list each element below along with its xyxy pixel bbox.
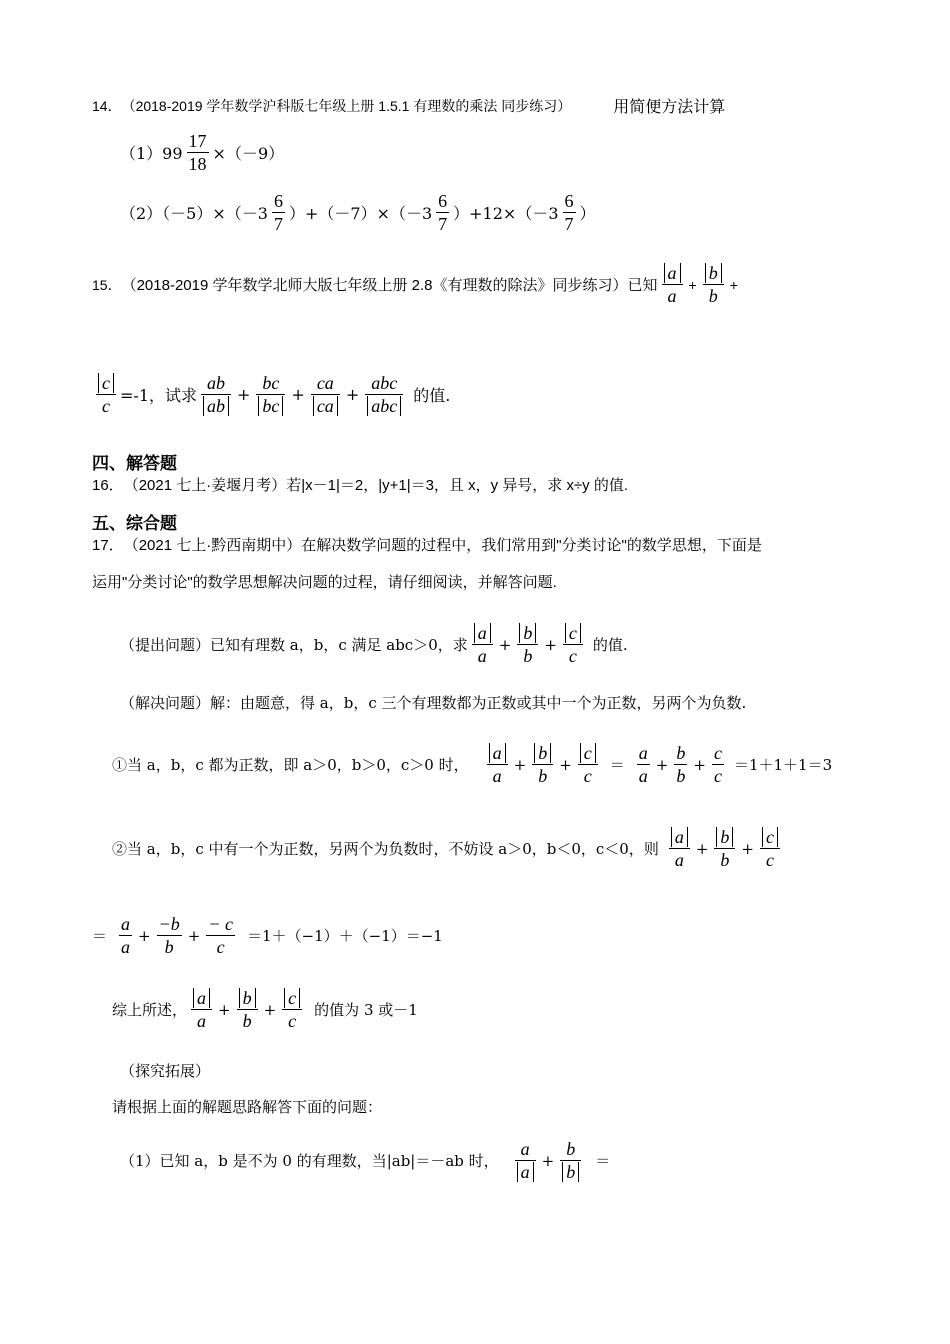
fraction: $\frac{c}{c}$ <box>578 742 598 787</box>
fraction: $\frac{a}{a}$ <box>487 742 508 787</box>
q17-summary: 综上所述， $\frac{a}{a}$ + $\frac{b}{b}$ + $\frac{c}{c}$ 的值为 3 或－1 <box>112 988 418 1031</box>
q17-explore: （探究拓展） <box>120 1062 211 1080</box>
q16-text: （2021 七上·姜堰月考）若|x－1|＝2，|y+1|＝3，且 x，y 异号，求 x÷y 的值. <box>123 477 629 494</box>
q14-number: 14． <box>92 97 122 114</box>
q17-instruction: 请根据上面的解题思路解答下面的问题： <box>112 1098 383 1116</box>
q14-source: （2018-2019 学年数学沪科版七年级上册 1.5.1 有理数的乘法 同步练习） <box>121 97 572 114</box>
q17-ask-text: （提出问题）已知有理数 a，b，c 满足 abc＞0，求 <box>120 636 468 654</box>
q17-ask-end: 的值. <box>592 636 628 654</box>
q14-task: 用简便方法计算 <box>613 99 726 116</box>
fraction: $\frac{-b}{b}$ <box>158 914 180 957</box>
q14-part1 <box>120 130 284 175</box>
q17-ask: （提出问题）已知有理数 a，b，c 满足 abc＞0，求 $\frac{a}{a}$ + $\frac{b}{b}$ + $\frac{c}{c}$ 的值. <box>120 623 628 666</box>
fraction: $\frac{c}{c}$ <box>563 622 583 667</box>
q17-solve: （解决问题）解：由题意，得 a，b，c 三个有理数都为正数或其中一个为正数，另两个为负数. <box>120 694 747 712</box>
q15-eq-text: =-1，试求 <box>120 386 197 405</box>
fraction: $\frac{b}{b}$ <box>676 743 686 786</box>
q15-number: 15． <box>92 276 122 293</box>
fraction: $\frac{- c}{c}$ <box>208 914 233 957</box>
fraction: $\frac{\text{abc}}{\text{abc}}$ <box>365 372 403 417</box>
fraction: $\frac{a}{a}$ <box>638 743 648 786</box>
q17-case2-result: ＝1＋（−1）＋（−1）＝−1 <box>246 927 443 945</box>
fraction: $\frac{b}{b}$ <box>714 826 735 871</box>
fraction: $\frac{c}{c}$ <box>96 372 116 417</box>
fraction: $\frac{bc}{bc}$ <box>256 372 285 417</box>
q17-case1: ①当 a，b，c 都为正数，即 a＞0，b＞0，c＞0 时， $\frac{a}{a}$ + $\frac{b}{b}$ + $\frac{c}{c}$ ＝ $\frac{a}{a}$ + $\frac{b}{b}$ + $\frac{c}{c}$ ＝1＋1＋1＝3 <box>112 743 833 786</box>
q17-sub1: （1）已知 a，b 是不为 0 的有理数，当|ab|＝－ab 时， $\frac{a}{a}$ + $\frac{b}{b}$ ＝ <box>120 1139 611 1182</box>
fraction: $\frac{ca}{ca}$ <box>311 372 340 417</box>
q17-case1-result: ＝1＋1＋1＝3 <box>733 756 833 774</box>
q17-case1-text: ①当 a，b，c 都为正数，即 a＞0，b＞0，c＞0 时， <box>112 756 469 774</box>
q17-case2: ②当 a，b，c 中有一个为正数，另两个为负数时，不妨设 a＞0，b＜0，c＜0，则 $\frac{a}{a}$ + $\frac{b}{b}$ + $\frac{c}{c}$ <box>112 826 784 871</box>
q15-end: 的值. <box>413 386 451 405</box>
fraction: $\frac{17}{18}$ <box>188 131 207 174</box>
q14-part1-label: （1）99 <box>120 144 183 163</box>
q15-line2: $\frac{c}{c}$ =-1，试求 $\frac{ab}{ab}$ + $\frac{bc}{bc}$ + $\frac{ca}{ca}$ + $\frac{\text{abc}}{\text{abc}}$ 的值. <box>92 372 450 417</box>
q14-header <box>92 94 725 117</box>
section-title: 五、综合题 <box>92 514 177 534</box>
section-title: 四、解答题 <box>92 454 177 474</box>
fraction: $\frac{b}{b}$ <box>237 987 258 1032</box>
q17-number: 17． <box>92 537 124 554</box>
fraction: $\frac{c}{c}$ <box>713 743 722 786</box>
q17-sub1-text: （1）已知 a，b 是不为 0 的有理数，当|ab|＝－ab 时， <box>120 1152 499 1170</box>
fraction: $\frac{a}{a}$ <box>515 1138 536 1183</box>
fraction: $\frac{b}{b}$ <box>560 1138 581 1183</box>
fraction: $\frac{a}{a}$ <box>191 987 212 1032</box>
q15-header: 15． （2018-2019 学年数学北师大版七年级上册 2.8《有理数的除法》同步练习）已知 $\frac{a}{a}$ + $\frac{b}{b}$ + <box>92 263 738 306</box>
q17-case2-cont: ＝ $\frac{a}{a}$ + $\frac{-b}{b}$ + $\frac{- c}{c}$ ＝1＋（−1）＋（−1）＝−1 <box>92 914 443 957</box>
q17-intro: （2021 七上·黔西南期中）在解决数学问题的过程中，我们常用到"分类讨论"的数学思想，下面是 <box>123 537 762 554</box>
fraction: $\frac{b}{b}$ <box>532 742 553 787</box>
q17-case2-text: ②当 a，b，c 中有一个为正数，另两个为负数时，不妨设 a＞0，b＜0，c＜0，则 <box>112 840 659 858</box>
fraction: $\frac{c}{c}$ <box>760 826 780 871</box>
q17-sub1-eq: ＝ <box>595 1152 611 1170</box>
fraction: $\frac{a}{a}$ <box>472 622 493 667</box>
q17-line2: 运用"分类讨论"的数学思想解决问题的过程，请仔细阅读，并解答问题. <box>92 574 557 591</box>
fraction: $\frac{c}{c}$ <box>282 987 302 1032</box>
q14-part2-text-a: （2）（－5）×（－3 <box>120 204 268 223</box>
fraction: $\frac{6}{7}$ <box>438 191 448 234</box>
fraction: $\frac{b}{b}$ <box>703 262 724 307</box>
q17-summary-text: 综上所述， <box>112 1001 188 1019</box>
fraction: $\frac{b}{b}$ <box>517 622 538 667</box>
q15-source: （2018-2019 学年数学北师大版七年级上册 2.8《有理数的除法》同步练习）已知 <box>121 277 658 294</box>
q14-part2-text-b: ）+（－7）×（－3 <box>288 204 433 223</box>
q14-part2-text-c: ）+12×（－3 <box>453 204 559 223</box>
fraction: $\frac{6}{7}$ <box>564 191 574 234</box>
q14-part2 <box>120 190 596 235</box>
fraction: $\frac{a}{a}$ <box>662 262 683 307</box>
q17-line1 <box>92 534 762 555</box>
fraction: $\frac{a}{a}$ <box>121 914 131 957</box>
fraction: $\frac{6}{7}$ <box>273 191 283 234</box>
fraction: $\frac{a}{a}$ <box>669 826 690 871</box>
q16-number: 16． <box>92 477 124 494</box>
q14-part2-text-d: ） <box>579 204 596 223</box>
q17-summary-end: 的值为 3 或－1 <box>314 1001 418 1019</box>
q14-part1-rest: ×（－9） <box>212 144 285 163</box>
q16 <box>92 474 628 495</box>
fraction: $\frac{ab}{ab}$ <box>201 372 231 417</box>
